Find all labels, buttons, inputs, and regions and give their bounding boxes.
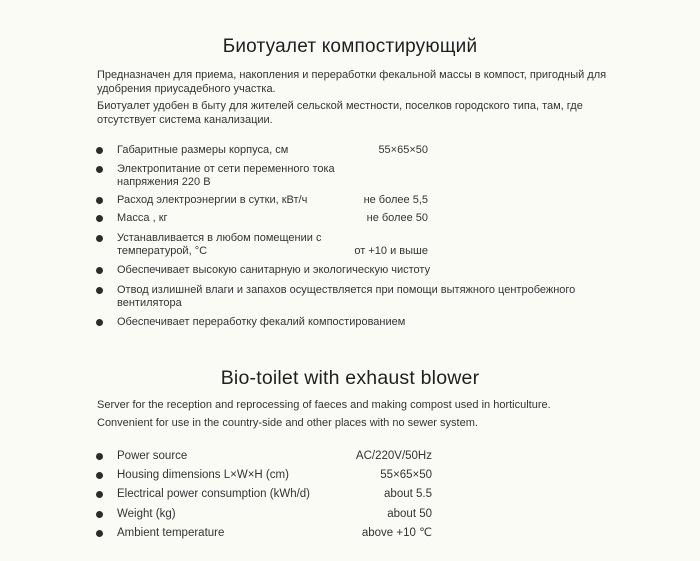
spec-value: не более 50 <box>366 212 428 224</box>
spec-value: не более 5,5 <box>363 194 428 206</box>
spec-value: от +10 и выше <box>354 245 428 257</box>
bullet-icon <box>96 453 103 460</box>
spec-label: Устанавливается в любом помещении с температурой, °С <box>117 232 322 257</box>
spec-label: Ambient temperature <box>117 527 225 539</box>
english-intro-paragraph: Server for the reception and reprocessing of faeces and making compost used in horticulture. <box>97 399 551 411</box>
spec-value: above +10 ℃ <box>361 527 432 539</box>
spec-value: about 5.5 <box>384 488 432 500</box>
spec-label: Electrical power consumption (kWh/d) <box>117 488 311 500</box>
spec-value: 55×65×50 <box>378 144 428 156</box>
spec-label: Отвод излишней влаги и запахов осуществляется при помощи вытяжного центробежного вентилятора <box>117 284 576 309</box>
bullet-icon <box>96 491 103 498</box>
spec-label: Housing dimensions L×W×H (cm) <box>117 469 289 481</box>
english-title: Bio-toilet with exhaust blower <box>220 367 480 389</box>
russian-title: Биотуалет компостирующий <box>222 36 478 57</box>
spec-label: Обеспечивает высокую санитарную и экологическую чистоту <box>117 264 431 276</box>
spec-label: Электропитание от сети переменного тока напряжения 220 В <box>117 163 335 188</box>
bullet-icon <box>96 511 103 518</box>
spec-label: Масса , кг <box>117 212 168 224</box>
english-usage-paragraph: Convenient for use in the country-side and other places with no sewer system. <box>97 417 478 429</box>
spec-label: Power source <box>117 450 188 462</box>
spec-value: about 50 <box>387 508 432 520</box>
spec-label: Weight (kg) <box>117 508 176 520</box>
spec-label: Расход электроэнергии в сутки, кВт/ч <box>117 194 308 206</box>
spec-value: AC/220V/50Hz <box>355 450 432 462</box>
spec-label: Обеспечивает переработку фекалий компостированием <box>117 316 406 328</box>
bullet-icon <box>96 472 103 479</box>
russian-usage-paragraph: Биотуалет удобен в быту для жителей сельской местности, поселков городского типа, там, где отсутствует система канализации. <box>97 100 583 126</box>
bullet-icon <box>96 530 103 537</box>
spec-value: 55×65×50 <box>380 469 432 481</box>
spec-label: Габаритные размеры корпуса, см <box>117 144 289 156</box>
russian-intro-paragraph: Предназначен для приема, накопления и переработки фекальной массы в компост, пригодный для удобрения приусадебного участка. <box>97 69 607 95</box>
